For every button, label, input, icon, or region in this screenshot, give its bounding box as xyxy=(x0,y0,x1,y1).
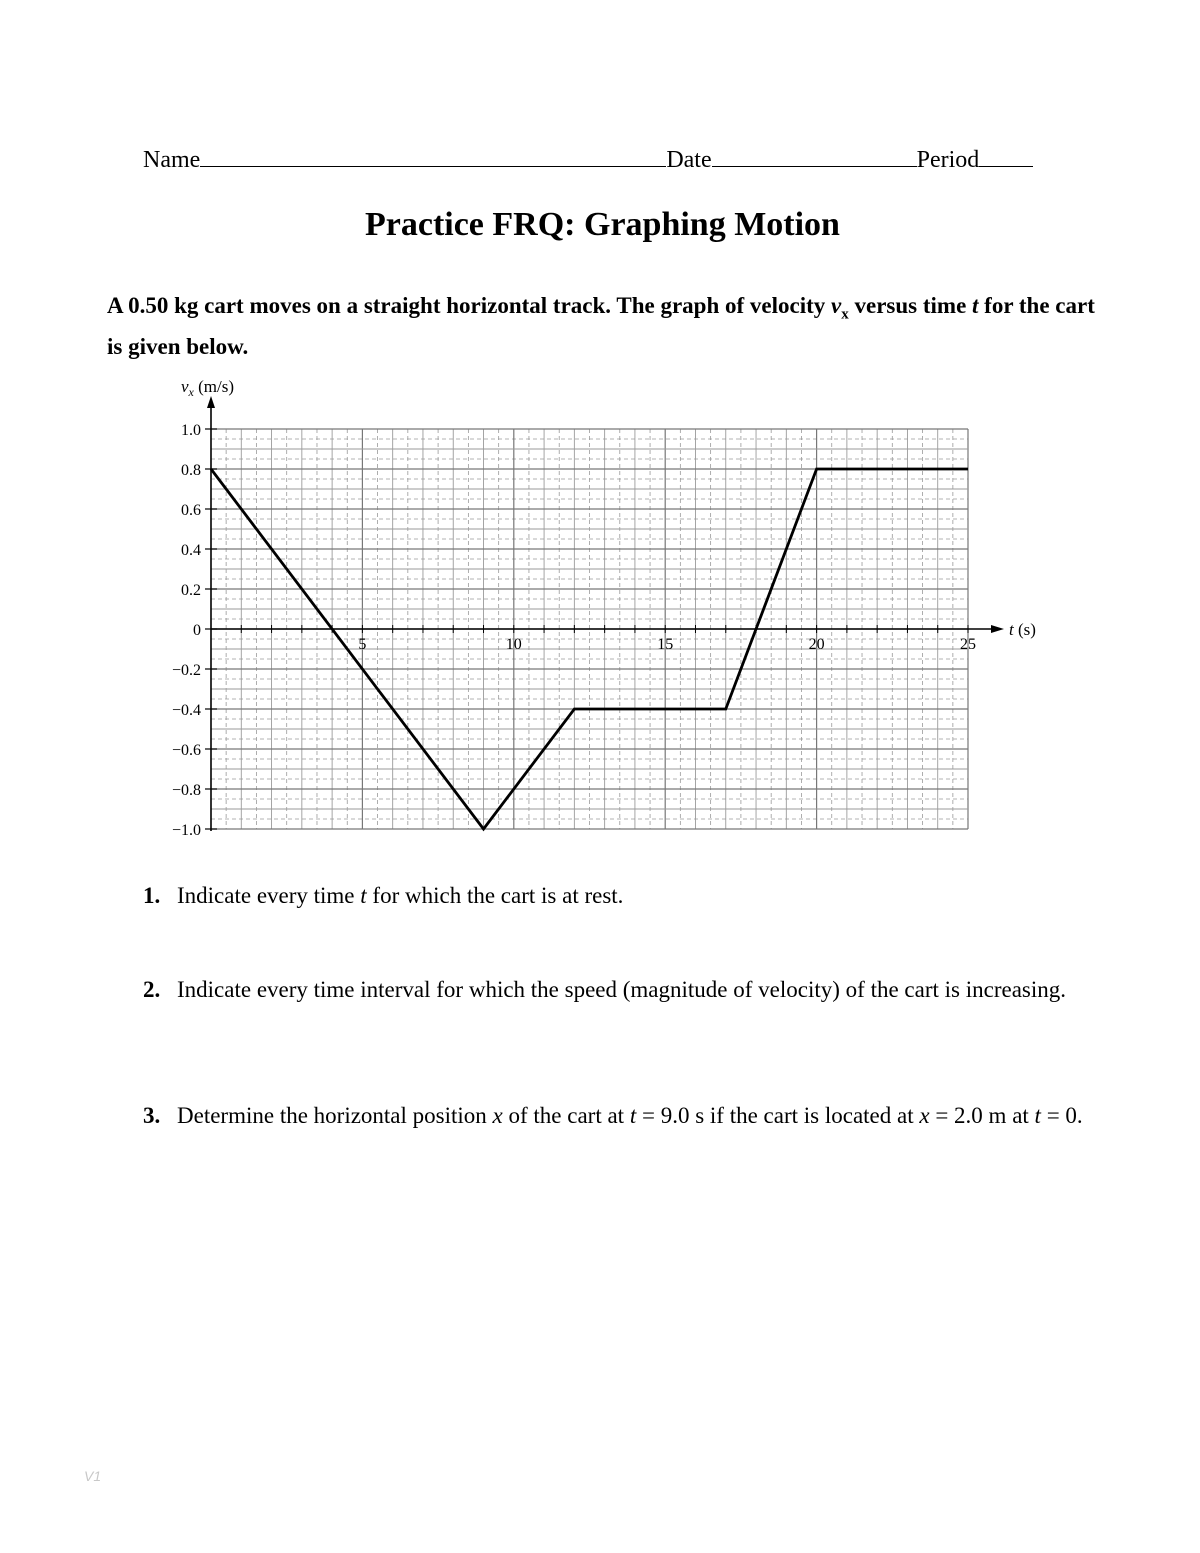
question-text-segment: Indicate every time interval for which the speed (magnitude of velocity) of the cart is increasing. xyxy=(177,977,1066,1002)
y-tick-label: 0.2 xyxy=(181,582,201,599)
question-text xyxy=(177,1100,1097,1132)
x-axis-label xyxy=(1009,620,1036,639)
question-2 xyxy=(143,974,1103,1006)
x-axis-arrow xyxy=(991,625,1004,633)
y-tick-label: 0.6 xyxy=(181,502,201,519)
question-text xyxy=(177,880,1097,912)
question-text-segment: Determine the horizontal position xyxy=(177,1103,493,1128)
question-number: 1. xyxy=(143,883,161,908)
question-text xyxy=(177,974,1097,1006)
intro-text-2: versus time xyxy=(848,293,973,318)
question-text-segment: for which the cart is at rest. xyxy=(366,883,624,908)
y-tick-label: 0.4 xyxy=(181,542,201,559)
y-axis-label-sub: x xyxy=(188,385,194,399)
y-tick-label: 1.0 xyxy=(181,422,201,439)
name-label: Name xyxy=(143,147,201,173)
question-text-segment: = 0. xyxy=(1040,1103,1083,1128)
version-watermark: V1 xyxy=(84,1468,102,1484)
y-tick-label: −0.2 xyxy=(171,662,201,679)
question-text-segment: = 9.0 s if the cart is located at xyxy=(636,1103,920,1128)
x-axis-label-var: t xyxy=(1009,620,1014,639)
date-label: Date xyxy=(666,147,712,173)
y-tick-label: 0.8 xyxy=(181,462,201,479)
y-tick-label: 0 xyxy=(193,622,201,639)
intro-var-v: v xyxy=(831,293,842,318)
x-tick-label: 5 xyxy=(358,636,367,653)
page-title: Practice FRQ: Graphing Motion xyxy=(365,206,840,243)
question-text-segment: of the cart at xyxy=(502,1103,630,1128)
y-tick-label: −0.4 xyxy=(171,702,201,719)
x-axis-label-unit: (s) xyxy=(1013,620,1036,639)
question-variable: t xyxy=(629,1103,637,1128)
y-tick-label: −1.0 xyxy=(171,822,201,839)
question-number: 3. xyxy=(143,1103,161,1128)
y-tick-label: −0.6 xyxy=(171,742,201,759)
x-tick-label: 15 xyxy=(657,636,674,653)
intro-text-3: for the cart is given below. xyxy=(107,293,1095,359)
question-text-segment: Indicate every time xyxy=(177,883,361,908)
y-axis-label-unit: (m/s) xyxy=(193,377,235,396)
y-axis-label-var: v xyxy=(181,377,189,396)
intro-var-t: t xyxy=(972,293,979,318)
question-text-segment: = 2.0 m at xyxy=(929,1103,1035,1128)
period-label: Period xyxy=(916,147,980,173)
x-tick-label: 25 xyxy=(960,636,976,653)
intro-var-sub: x xyxy=(841,306,849,323)
question-variable: x xyxy=(919,1103,930,1128)
intro-text-1: A 0.50 kg cart moves on a straight horizontal track. The graph of velocity xyxy=(107,293,832,318)
question-number: 2. xyxy=(143,977,161,1002)
question-variable: t xyxy=(1034,1103,1041,1128)
y-axis-arrow xyxy=(207,396,215,408)
x-tick-label: 20 xyxy=(808,636,825,653)
question-1 xyxy=(143,880,1103,912)
x-tick-label: 10 xyxy=(505,636,522,653)
question-variable: t xyxy=(360,883,367,908)
question-variable: x xyxy=(492,1103,503,1128)
y-axis-label xyxy=(181,377,234,399)
question-3 xyxy=(143,1100,1103,1132)
y-tick-label: −0.8 xyxy=(171,782,201,799)
